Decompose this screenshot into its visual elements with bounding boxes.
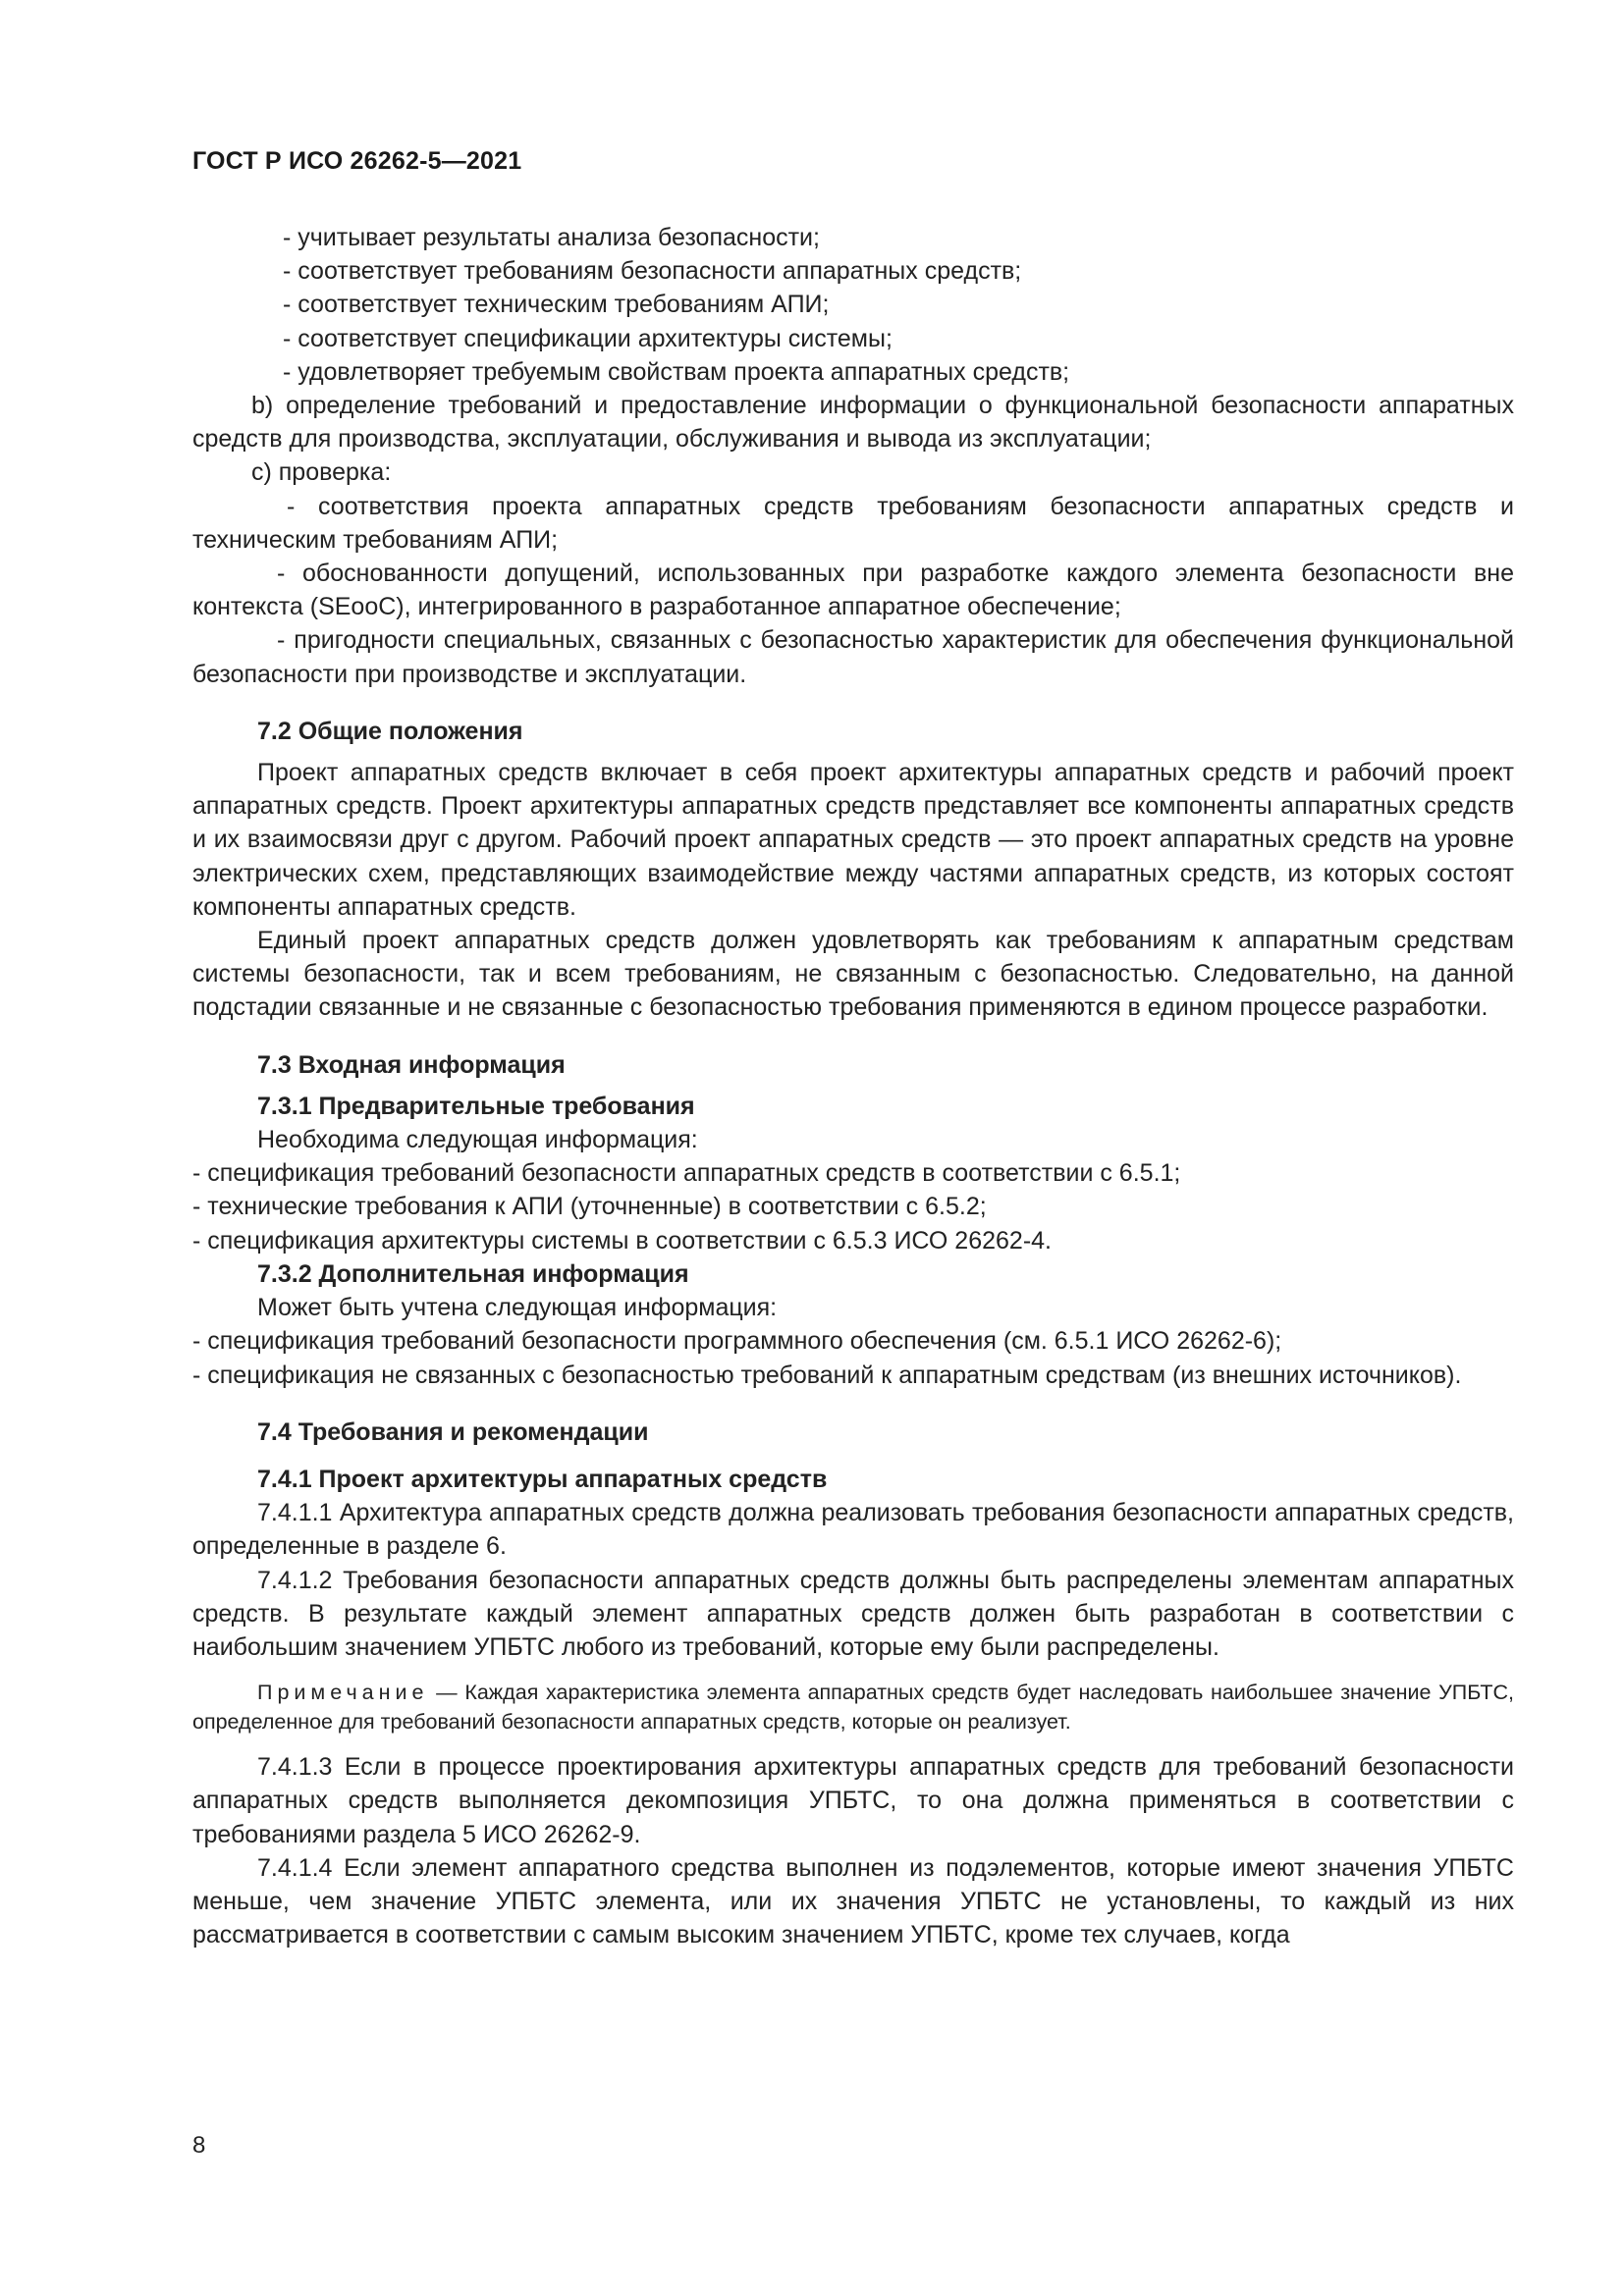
subsection-heading-7-3-2: 7.3.2 Дополнительная информация <box>257 1259 689 1288</box>
subsection-heading-7-3-1: 7.3.1 Предварительные требования <box>257 1092 695 1120</box>
list-item: - спецификация требований безопасности аппаратных средств в соответствии с 6.5.1; <box>192 1159 1181 1188</box>
page-number: 8 <box>192 2132 206 2159</box>
paragraph-7-4-1-3: 7.4.1.3 Если в процессе проектирования архитектуры аппаратных средств для требований безопасности аппаратных средств выполняется декомпозиция УПБТС, то она должна применяться в соответствии с требованиями раздела 5 ИСО 26262-9. <box>192 1753 1514 1848</box>
list-item: - учитывает результаты анализа безопасности; <box>283 224 820 251</box>
paragraph: Единый проект аппаратных средств должен удовлетворять как требованиям к аппаратным средствам системы безопасности, так и всем требованиям, не связанным с безопасностью. Следовательно, на данной подстадии связанные и не связанные с безопасностью требования применяются в едином процессе разработки. <box>192 927 1514 1022</box>
list-item: - технические требования к АПИ (уточненные) в соответствии с 6.5.2; <box>192 1193 987 1221</box>
paragraph: Проект аппаратных средств включает в себя проект архитектуры аппаратных средств и рабочий проект аппаратных средств. Проект архитектуры аппаратных средств представляет все компоненты аппаратных средств и их взаимосвязи друг с другом. Рабочий проект аппаратных средств — это проект аппаратных средств на уровне электрических схем, представляющих взаимодействие между частями аппаратных средств, из которых состоят компоненты аппаратных средств. <box>192 759 1514 921</box>
spacer <box>192 1664 1514 1678</box>
section-heading-7-3: 7.3 Входная информация <box>257 1050 566 1079</box>
list-item: - спецификация не связанных с безопасностью требований к аппаратным средствам (из внешних источников). <box>192 1361 1462 1389</box>
list-item: - спецификация требований безопасности программного обеспечения (см. 6.5.1 ИСО 26262-6); <box>192 1327 1282 1356</box>
paragraph: Необходима следующая информация: <box>257 1126 698 1154</box>
paragraph-7-4-1-1: 7.4.1.1 Архитектура аппаратных средств должна реализовать требования безопасности аппаратных средств, определенные в разделе 6. <box>192 1499 1514 1561</box>
document-body <box>192 221 1514 1951</box>
list-item-b: b) определение требований и предоставление информации о функциональной безопасности аппаратных средств для производства, эксплуатации, обслуживания и вывода из эксплуатации; <box>192 392 1514 454</box>
list-item: - пригодности специальных, связанных с безопасностью характеристик для обеспечения функциональной безопасности при производстве и эксплуатации. <box>192 626 1514 688</box>
section-heading-7-2: 7.2 Общие положения <box>257 717 523 745</box>
section-heading-7-4: 7.4 Требования и рекомендации <box>257 1417 649 1446</box>
list-item: - соответствует спецификации архитектуры системы; <box>283 324 893 352</box>
spacer <box>192 1736 1514 1750</box>
note-text: — Каждая характеристика элемента аппаратных средств будет наследовать наибольшее значение УПБТС, определенное для требований безопасности аппаратных средств, которые он реализует. <box>192 1681 1514 1735</box>
spacer <box>192 1392 1514 1415</box>
list-item: - соответствия проекта аппаратных средств требованиям безопасности аппаратных средств и техническим требованиям АПИ; <box>192 492 1514 554</box>
spacer <box>192 1082 1514 1090</box>
note-label: Примечание <box>257 1681 429 1705</box>
list-item: - удовлетворяет требуемым свойствам проекта аппаратных средств; <box>283 357 1070 386</box>
spacer <box>192 1449 1514 1463</box>
list-item: - спецификация архитектуры системы в соответствии с 6.5.3 ИСО 26262-4. <box>192 1226 1052 1255</box>
paragraph: Может быть учтена следующая информация: <box>257 1294 778 1322</box>
paragraph-7-4-1-2: 7.4.1.2 Требования безопасности аппаратных средств должны быть распределены элементам аппаратных средств. В результате каждый элемент аппаратных средств должен быть разработан в соответствии с наибольшим значением УПБТС любого из требований, которые ему были распределены. <box>192 1566 1514 1661</box>
list-item-c: c) проверка: <box>251 458 392 487</box>
subsection-heading-7-4-1: 7.4.1 Проект архитектуры аппаратных средств <box>257 1465 828 1493</box>
list-item: - обоснованности допущений, использованных при разработке каждого элемента безопасности вне контекста (SEooC), интегрированного в разработанное аппаратное обеспечение; <box>192 560 1514 621</box>
list-item: - соответствует требованиям безопасности аппаратных средств; <box>283 257 1022 286</box>
paragraph-7-4-1-4: 7.4.1.4 Если элемент аппаратного средства выполнен из подэлементов, которые имеют значения УПБТС меньше, чем значение УПБТС элемента, или их значения УПБТС не установлены, то каждый из них рассматривается в соответствии с самым высоким значением УПБТС, кроме тех случаев, когда <box>192 1853 1514 1949</box>
document-header: ГОСТ Р ИСО 26262-5—2021 <box>192 147 522 175</box>
list-item: - соответствует техническим требованиям АПИ; <box>283 291 830 319</box>
note <box>192 1678 1514 1736</box>
spacer <box>192 748 1514 756</box>
spacer <box>192 691 1514 715</box>
spacer <box>192 1025 1514 1048</box>
